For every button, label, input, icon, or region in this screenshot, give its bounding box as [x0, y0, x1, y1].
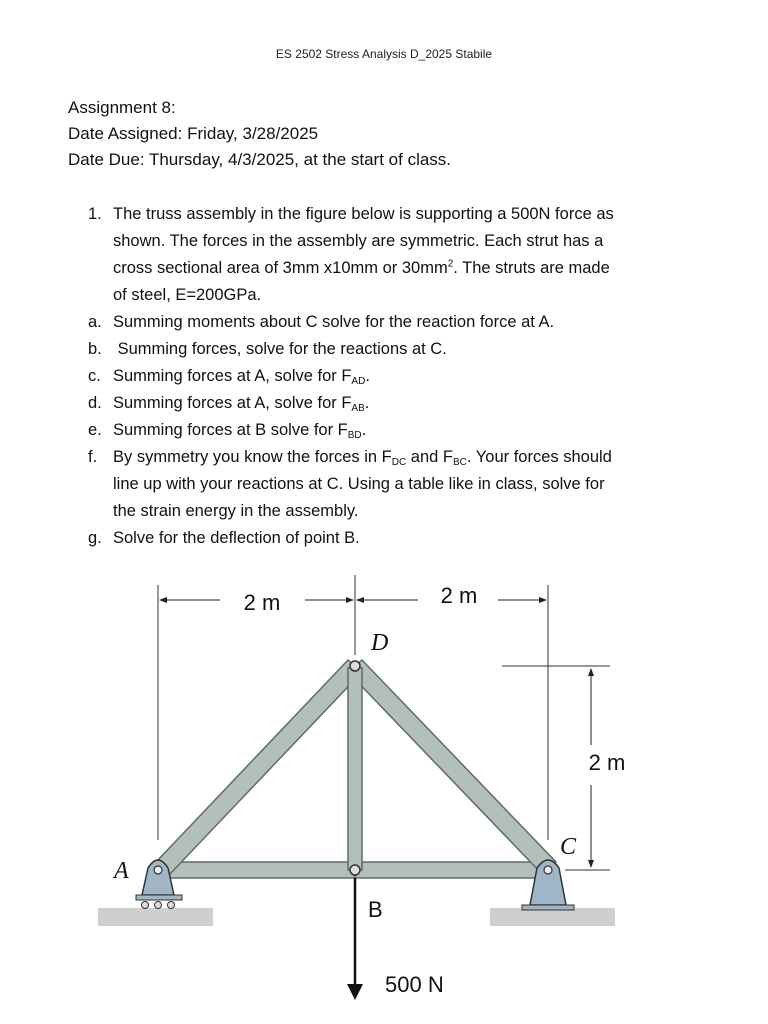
part-text [113, 444, 688, 525]
part-text [113, 363, 688, 390]
load-arrowhead [347, 984, 363, 1000]
date-assigned: Date Assigned: Friday, 3/28/2025 [68, 124, 319, 143]
force-subscript: AD [351, 376, 366, 387]
question-line-3-end: . The struts are made [453, 259, 610, 277]
dimension-label-right: 2 m [440, 583, 478, 608]
question-parts [88, 309, 688, 552]
part-text-end: . [361, 421, 367, 439]
member-ab [160, 862, 355, 878]
part-label: e. [88, 421, 102, 439]
part-text-main: Summing forces at A, solve for F [113, 367, 352, 385]
part-text: Summing moments about C solve for the reaction force at A. [113, 313, 555, 331]
part-f [88, 444, 688, 525]
part-text-main: By symmetry you know the forces in F [113, 448, 392, 466]
support-a-roller-1 [142, 902, 149, 909]
part-text-main: Summing forces at B solve for F [113, 421, 348, 439]
question-line-4: of steel, E=200GPa. [113, 286, 262, 304]
pin-b [350, 865, 360, 875]
support-a-roller-2 [155, 902, 162, 909]
load-label: 500 N [385, 972, 444, 997]
part-text: Solve for the deflection of point B. [113, 529, 360, 547]
question-line-3-text: cross sectional area of 3mm x10mm or 30mm [113, 259, 448, 277]
question-line-2: shown. The forces in the assembly are symmetric. Each strut has a [113, 232, 604, 250]
part-text-main: Summing forces at A, solve for F [113, 394, 352, 412]
part-text [113, 390, 688, 417]
part-label: a. [88, 313, 102, 331]
member-ad [156, 660, 362, 874]
truss-members [156, 660, 556, 878]
part-d [88, 390, 688, 417]
support-c-pin [544, 866, 552, 874]
node-label-b: B [368, 897, 383, 922]
part-label: g. [88, 529, 102, 547]
part-label: c. [88, 367, 101, 385]
part-text: Summing forces, solve for the reactions at C. [113, 340, 447, 358]
support-a-roller-3 [168, 902, 175, 909]
part-text-end: . [365, 367, 370, 385]
part-f-line-2: line up with your reactions at C. Using a table like in class, solve for [113, 475, 605, 493]
part-f-line-3: the strain energy in the assembly. [113, 502, 359, 520]
part-e [88, 417, 688, 444]
support-c-plate [522, 905, 574, 910]
part-label: f. [88, 448, 98, 466]
support-a-pin [154, 866, 162, 874]
question-line-1: The truss assembly in the figure below is supporting a 500N force as [113, 205, 614, 223]
force-subscript: BC [453, 457, 467, 468]
node-label-a: A [114, 858, 129, 884]
part-text [113, 417, 688, 444]
dimension-label-height: 2 m [588, 750, 626, 775]
question-number: 1. [88, 205, 102, 223]
question-text [113, 201, 688, 309]
node-label-d: D [371, 630, 389, 656]
member-bd [348, 668, 362, 870]
ground-left [98, 908, 213, 926]
part-a [88, 309, 688, 336]
member-bc [355, 862, 552, 878]
date-due: Date Due: Thursday, 4/3/2025, at the start of class. [68, 150, 452, 169]
force-subscript: BD [347, 430, 362, 441]
truss-figure [90, 568, 650, 1013]
assignment-title: Assignment 8: [68, 98, 176, 117]
ground-right [490, 908, 615, 926]
assignment-info [68, 95, 451, 173]
truss-diagram [90, 568, 650, 1008]
force-subscript: DC [391, 457, 407, 468]
member-dc [348, 660, 556, 874]
question-1 [88, 201, 688, 309]
page-header: ES 2502 Stress Analysis D_2025 Stabile [275, 47, 493, 61]
dimension-label-left: 2 m [243, 590, 281, 615]
part-c [88, 363, 688, 390]
part-text-end: . Your forces should [466, 448, 612, 466]
support-a-plate [136, 895, 182, 900]
part-label: d. [88, 394, 102, 412]
force-subscript: AB [351, 403, 365, 414]
part-g [88, 525, 688, 552]
part-label: b. [88, 340, 102, 358]
part-text-mid: and F [406, 448, 453, 466]
part-f-line-1 [113, 444, 688, 471]
part-text-end: . [364, 394, 370, 412]
question-line-3 [113, 255, 688, 282]
area-superscript: 2 [447, 258, 454, 270]
node-label-c: C [560, 834, 577, 860]
part-b [88, 336, 688, 363]
pin-d [350, 661, 360, 671]
